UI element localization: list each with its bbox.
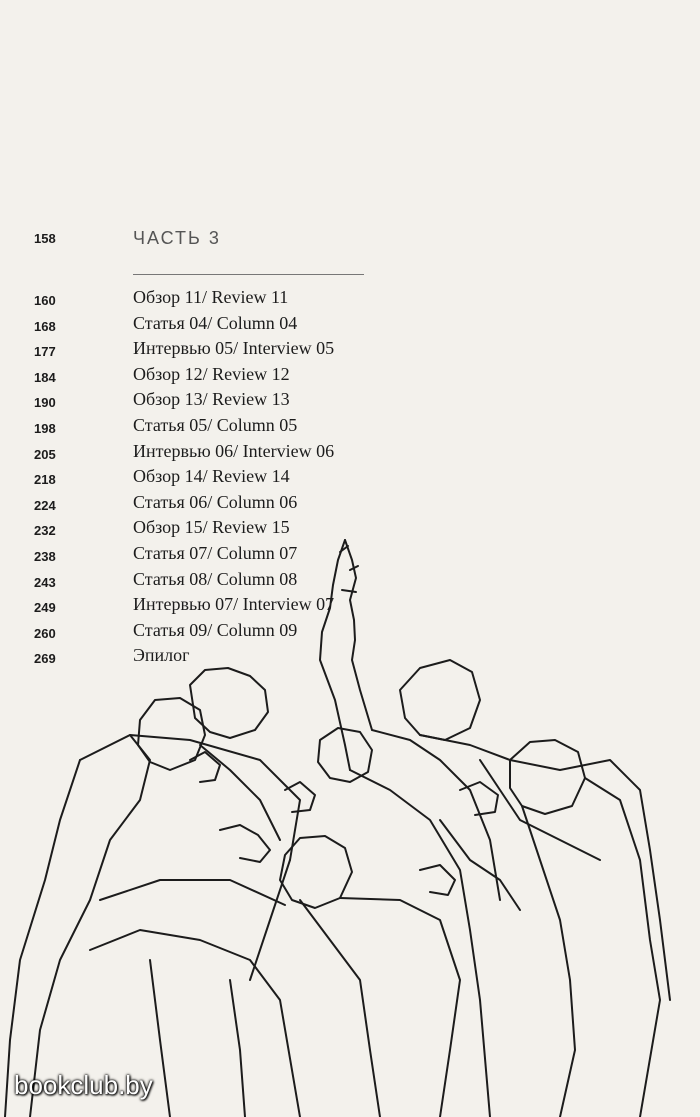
toc-entry-title: Статья 08/ Column 08 [133,568,298,589]
toc-entry-title: Статья 09/ Column 09 [133,619,298,640]
toc-page-number: 160 [34,293,56,308]
toc-entry-title: Статья 05/ Column 05 [133,414,298,435]
toc-page-number: 269 [34,651,56,667]
part-page-number: 158 [34,231,56,246]
toc-row [0,287,700,313]
toc-row [0,466,700,492]
toc-entry-title: Статья 06/ Column 06 [133,491,298,512]
toc-row [0,492,700,518]
part-title: ЧАСТЬ 3 [133,228,221,248]
toc-entry-title: Статья 07/ Column 07 [133,542,298,563]
toc-page-number: 224 [34,497,56,513]
toc-entry-title: Обзор 13/ Review 13 [133,389,290,410]
toc-row [0,364,700,390]
toc-page-number: 205 [34,446,56,462]
toc-entry-title: Эпилог [133,645,190,666]
toc-page-number: 249 [34,600,56,616]
toc-page-number: 198 [34,420,56,436]
toc-entry-title: Обзор 14/ Review 14 [133,466,290,487]
toc-row [0,313,700,339]
toc-row [0,338,700,364]
group-of-people-line-drawing-icon [0,520,700,1117]
toc-page-number: 238 [34,548,56,564]
toc-entry-title: Обзор 12/ Review 12 [133,363,290,384]
toc-entry-title: Интервью 07/ Interview 07 [133,594,335,615]
toc-page-number: 243 [34,574,56,590]
toc-page-number: 177 [34,344,56,360]
toc-row [0,441,700,467]
toc-entry-title: Обзор 15/ Review 15 [133,517,290,538]
toc-entry-title: Интервью 05/ Interview 05 [133,338,335,359]
toc-page-number: 184 [34,369,56,385]
toc-page-number: 190 [34,395,56,411]
toc-entry-title: Интервью 06/ Interview 06 [133,440,335,461]
toc-page-number: 232 [34,523,56,539]
toc-page-number: 168 [34,318,56,334]
toc-row [0,389,700,415]
toc-page-number: 260 [34,625,56,641]
toc-row [0,415,700,441]
divider [133,274,364,275]
toc-entry-title: Статья 04/ Column 04 [133,312,298,333]
toc-entry-title: Обзор 11/ Review 11 [133,287,289,307]
watermark: bookclub.by [14,1070,153,1100]
toc-page-number: 218 [34,472,56,488]
